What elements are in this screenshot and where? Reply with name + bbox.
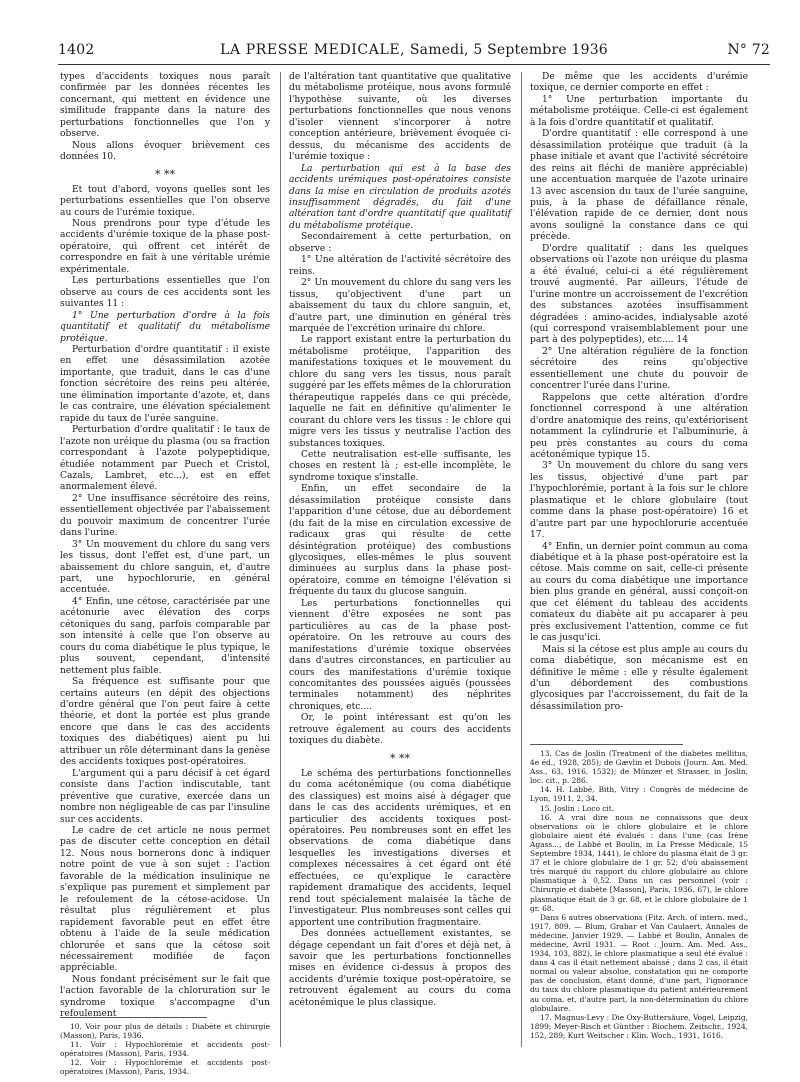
- paragraph: Enfin, un effet secondaire de la désassimilation protéique consiste dans l'apparition d'une cétose, due au débordement (du fait de la mise en circulation excessive de radicaux gras qui résulte de cette désintégration protéique) des combustions glycosiques, elles-mêmes le plus souvent diminuées au surplus dans la phase post-opératoire, comme en témoigne l'élévation si fréquente du taux du glucose sanguin.: [289, 484, 511, 598]
- paragraph: Le schéma des perturbations fonctionnelles du coma acétonémique (ou coma diabétique des classiques) est moins aisé à dégager que dans le cas des accidents urémiques, et en particulier des accidents toxiques post-opératoires. Peu nombreuses sont en effet les observations de coma diabétique dans lesquelles les investigations diverses et complexes nécessaires à cet égard ont été effectuées, ce qu'explique le caractère rapidement dramatique des accidents, lequel rend tout spécialement malaisée la tâche de l'investigateur. Plus nombreuses sont celles qui apportent une contribution fragmentaire.: [289, 768, 511, 928]
- paragraph: de l'altération tant quantitative que qualitative du métabolisme protéique, nous avons formulé l'hypothèse suivante, où les diverses perturbations fonctionnelles que nous venons d'isoler viennent s'incorporer à notre conception antérieure, brièvement évoquée ci-dessus, du mécanisme des accidents de l'urémie toxique :: [289, 72, 511, 163]
- paragraph: 3° Un mouvement du chlore du sang vers les tissus, dont l'effet est, d'une part, un abaissement du chlore sanguin, et, d'autre part, une hypochlorurie, en général accentuée.: [60, 539, 270, 596]
- column-divider: [280, 72, 281, 1047]
- footnote: 16. A vrai dire nous ne connaissons que deux observations où le chlore globulaire et le chlore globulaire aient été évalués : dans l'une (cas Irène Agass..., de Labbé et Boulin, in La Presse Médicale, 15 Septembre 1934, 1441), le chlore du plasma était de 3 gr. 37 et le chlore globulaire de 1 gr. 52; d'où abaissement très marqué du rapport du chlore globulaire au chlore plasmatique à 0,52. Dans un cas personnel (voir : Chirurgie et diabète [Masson], Paris, 1936, 67), le chlore plasmatique était de 3 gr. 68, et le chlore globulaire de 1 gr. 68.: [530, 812, 748, 913]
- footnote: 15. Joslin : Loco cit.: [540, 803, 615, 813]
- footnotes-column-3: [530, 740, 748, 1040]
- paragraph: Or, le point intéressant est qu'on les retrouve également au cours des accidents toxiques du diabète.: [289, 713, 511, 747]
- column-3: [530, 72, 748, 713]
- paragraph: 2° Une altération régulière de la fonction sécrétoire des reins qu'objective essentiellement une chute du pouvoir de concentrer l'urée dans l'urine.: [530, 346, 748, 392]
- paragraph: 2° Une insuffisance sécrétoire des reins, essentiellement objectivée par l'abaissement du pouvoir maximum de concentrer l'urée dans l'urine.: [60, 493, 270, 539]
- paragraph: La perturbation qui est à la base des accidents urémiques post-opératoires consiste dans la mise en circulation de produits azotés insuffisamment dégradés, du fait d'une altération tant d'ordre quantitatif que qualitatif du métabolisme protéique.: [289, 163, 511, 231]
- paragraph: 1° Une altération de l'activité sécrétoire des reins.: [289, 255, 511, 277]
- footnote: 12. Voir : Hypochlorémie et accidents post-opératoires (Masson), Paris, 1934.: [60, 1058, 270, 1077]
- paragraph: Des données actuellement existantes, se dégage cependant un fait d'ores et déjà net, à savoir que les perturbations fonctionnelles mises en évidence ci-dessus à propos des accidents d'urémie toxique post-opératoire, se retrouvent également au cours du coma acétonémique le plus classique.: [289, 929, 511, 1008]
- paragraph: D'ordre qualitatif : dans les quelques observations où l'azote non uréique du plasma a été évalué, celui-ci a été régulièrement trouvé augmenté. Par ailleurs, l'étude de l'urine montre un accroissement de l'excrétion des substances azotées insuffisamment dégradées : amino-acides, indialysable azoté (qui correspond vraisemblablement pour une part à des polypeptides), etc.... 14: [530, 243, 748, 346]
- footnote: Dans 6 autres observations (Fitz. Arch. of intern. med., 1917, 809. — Blum, Grabar et Van Caulaert, Annales de médecine, Janvier 1929. — Labbé et Boulin, Annales de médecine, Avril 1931. — Root : Journ. Am. Med. Ass., 1934, 103, 882), le chlore plasmatique a seul été évalué : dans 4 cas il était nettement abaissé ; dans 2 cas, il était normal ou valeur absolue, constatation qui ne comporte pas de conclusion, étant donné, d'une part, l'ignorance du taux du chlore plasmatique du patient antérieurement au coma, et, d'autre part, la non-détermination du chlore globulaire.: [530, 912, 748, 1013]
- paragraph: De même que les accidents d'urémie toxique, ce dernier comporte en effet :: [530, 72, 748, 94]
- footnote: 10. Voir pour plus de détails : Diabète et chirurgie (Masson), Paris, 1936.: [60, 1022, 270, 1041]
- paragraph: 1° Une perturbation importante du métabolisme protéique. Celle-ci est également à la fois d'ordre quantitatif et qualitatif.: [530, 94, 748, 128]
- paragraph: 3° Un mouvement du chlore du sang vers les tissus, objectivé d'une part par l'hypochlorémie, portant à la fois sur le chlore plasmatique et le chlore globulaire (tout comme dans la phase post-opératoire) 16 et d'autre part par une hypochlorurie accentuée 17.: [530, 461, 748, 541]
- paragraph: Les perturbations essentielles que l'on observe au cours de ces accidents sont les suivantes 11 :: [60, 276, 270, 310]
- paragraph: L'argument qui a paru décisif à cet égard consiste dans l'action indiscutable, tant préventive que curative, exercée dans un nombre non négligeable de cas par l'insuline sur ces accidents.: [60, 768, 270, 825]
- column-2: [289, 72, 511, 1009]
- header-rule: [58, 64, 770, 65]
- paragraph: 2° Un mouvement du chlore du sang vers les tissus, qu'objectivent d'une part un abaissement du taux du chlore sanguin, et, d'autre part, une diminution en général très marquée de l'excrétion urinaire du chlore.: [289, 278, 511, 334]
- paragraph: 1° Une perturbation d'ordre à la fois quantitatif et qualitatif du métabolisme protéique.: [60, 310, 270, 344]
- footnote: 14. H. Labbé, Bith, Vitry : Congrès de médecine de Lyon, 1911, 2, 34.: [530, 785, 748, 804]
- paragraph: Nous prendrons pour type d'étude les accidents d'urémie toxique de la phase post-opératoire, qui offrent cet intérêt de correspondre en fait à une véritable urémie expérimentale.: [60, 218, 270, 275]
- paragraph: D'ordre quantitatif : elle correspond à une désassimilation protéique que traduit (à la phase initiale et avant que l'activité sécrétoire des reins ait fléchi de manière appréciable) une accentuation marquée de l'azote urinaire 13 avec ascension du taux de l'urée sanguine, puis, à la phase de défaillance rénale, l'élévation rapide de ce dernier, dont nous avons souligné la constance dans ce qui précède.: [530, 129, 748, 243]
- footnote: 11. Voir : Hypochlorémie et accidents post-opératoires (Masson), Paris, 1934.: [60, 1040, 270, 1059]
- paragraph: Perturbation d'ordre quantitatif : il existe en effet une désassimilation azotée importante, que traduit, dans le cas d'une fonction sécrétoire des reins peu altérée, une élimination importante d'azote, et, dans le cas contraire, une élévation spécialement rapide du taux de l'urée sanguine.: [60, 344, 270, 424]
- column-divider: [521, 72, 522, 1047]
- paragraph: 4° Enfin, une cétose, caractérisée par une acétonurie avec élévation des corps cétoniques du sang, parfois comparable par son intensité à celle que l'on observe au cours du coma diabétique le plus typique, le plus souvent, cependant, d'intensité nettement plus faible.: [60, 596, 270, 676]
- paragraph: types d'accidents toxiques nous paraît confirmée par les données récentes les concernant, qui mettent en évidence une similitude frappante dans la nature des perturbations fonctionnelles que l'on y observe.: [60, 72, 270, 140]
- issue-number: N° 72: [727, 42, 770, 58]
- paragraph: Et tout d'abord, voyons quelles sont les perturbations essentielles que l'on observe au cours de l'urémie toxique.: [60, 184, 270, 218]
- paragraph: Nous allons évoquer brièvement ces données 10.: [60, 140, 270, 163]
- paragraph: Le cadre de cet article ne nous permet pas de discuter cette conception en détail 12. Nous nous bornerons donc à indiquer notre point de vue à son sujet : l'action favorable de la médication insulinique ne s'explique pas purement et simplement par le refoulement de la cétose-acidose. Un résultat plus régulièrement et plus rapidement favorable peut en effet être obtenu à l'aide de la seule médication chlorurée et sans que la cétose soit nécessairement modifiée de façon appréciable.: [60, 826, 270, 974]
- paragraph: Nous fondant précisément sur le fait que l'action favorable de la chloruration sur le syndrome toxique s'accompagne d'un refoulement: [60, 974, 270, 1020]
- footnotes-column-1: [60, 1013, 270, 1077]
- paragraph: Le rapport existant entre la perturbation du métabolisme protéique, l'apparition des manifestations toxiques et le mouvement du chlore du sang vers les tissus, nous paraît suggéré par les effets mêmes de la chloruration thérapeutique rappelés dans ce qui précède, laquelle ne fait en définitive qu'alimenter le courant du chlore vers les tissus : le chlore qui migre vers les tissus y neutralise l'action des substances toxiques.: [289, 335, 511, 449]
- footnote-rule: [530, 744, 683, 745]
- footnote: 13. Cas de Joslin (Treatment of the diabetes mellitus, 4e éd., 1928, 285); de Gævlin et Dubois (Journ. Am. Med. Ass., 63, 1916, 1532); de Münzer et Strasser, in Joslin, loc. cit., p. 286.: [530, 749, 748, 786]
- paragraph: Rappelons que cette altération d'ordre fonctionnel correspond à une altération d'ordre anatomique des reins, qu'extériorisent notamment la cylindrurie et l'albuminurie, à peu près constantes au cours du coma acétonémique typique 15.: [530, 392, 748, 460]
- paragraph: Perturbation d'ordre qualitatif : le taux de l'azote non uréique du plasma (ou sa fraction correspondant à l'azote polypeptidique, étudiée notamment par Puech et Cristol, Cazals, Lambret, etc...), est en effet anormalement élevé.: [60, 425, 270, 493]
- section-separator: * **: [155, 167, 175, 181]
- page-number: 1402: [58, 42, 95, 58]
- running-title: [58, 42, 770, 58]
- footnote: 17. Magnus-Levy : Die Oxy-Buttersäure, Vogel, Leipzig, 1899; Meyer-Bisch et Günther : Biochem. Zeitschr., 1924, 152, 289; Kurt Weitscher : Klin. Woch., 1931, 1616.: [530, 1012, 748, 1040]
- column-1: [60, 72, 270, 1021]
- issue-date: Samedi, 5 Septembre 1936: [409, 42, 608, 58]
- paragraph: Secondairement à cette perturbation, on observe :: [289, 232, 511, 254]
- journal-name: LA PRESSE MEDICALE,: [220, 42, 406, 58]
- section-separator: * **: [390, 751, 410, 765]
- paragraph: Sa fréquence est suffisante pour que certains auteurs (en dépit des objections d'ordre général que l'on peut faire à cette théorie, et dont la portée est plus grande encore que dans le cas des accidents toxiques des diabétiques) aient pu lui attribuer un rôle déterminant dans la genèse des accidents toxiques post-opératoires.: [60, 677, 270, 768]
- footnote-rule: [60, 1017, 207, 1018]
- paragraph: 4° Enfin, un dernier point commun au coma diabétique et à la phase post-opératoire est la cétose. Mais comme on sait, celle-ci présente au cours du coma diabétique une importance bien plus grande en général, aussi conçoit-on que cet élément du tableau des accidents comateux du diabète ait pu accaparer à peu près exclusivement l'attention, comme ce fut le cas jusqu'ici.: [530, 541, 748, 644]
- paragraph: Mais si la cétose est plus ample au cours du coma diabétique, son mécanisme est en définitive le même : elle y résulte également d'un débordement des combustions glycosiques par l'accroissement, du fait de la désassimilation pro-: [530, 644, 748, 712]
- paragraph: Les perturbations fonctionnelles qui viennent d'être exposées ne sont pas particulières au cas de la phase post-opératoire. On les retrouve au cours des manifestations d'urémie toxique observées dans d'autres circonstances, en particulier au cours des manifestations d'urémie toxique concomitantes des poussées aiguës (poussées terminales notamment) des néphrites chroniques, etc....: [289, 598, 511, 712]
- paragraph: Cette neutralisation est-elle suffisante, les choses en restent là ; est-elle incomplète, le syndrome toxique s'installe.: [289, 449, 511, 483]
